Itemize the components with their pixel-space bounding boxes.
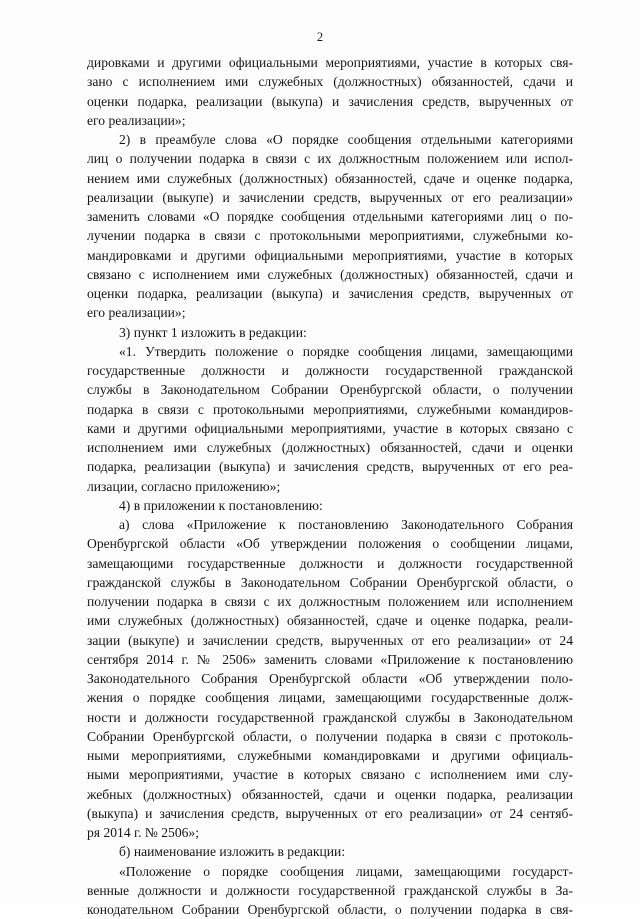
text-line: Собрании Оренбургской области, о получении подарка в связи с протоколь-: [87, 728, 573, 744]
text-line: замещающими государственные должности и должности государственной: [87, 555, 573, 571]
text-line: ими служебных (должностных) обязанностей, сдаче и оценке подарка, реали-: [87, 613, 573, 629]
document-body: [87, 53, 573, 919]
text-line: его реализации»;: [87, 112, 186, 128]
page-number: 2: [316, 30, 324, 44]
text-line: ными мероприятиями, участие в которых связано с исполнением ими слу-: [87, 767, 573, 783]
text-line: жебных (должностных) обязанностей, сдачи и оценки подарка, реализации: [87, 786, 573, 802]
text-line: его реализации»;: [87, 305, 186, 321]
text-line: лучении подарка в связи с протокольными мероприятиями, служебными ко-: [87, 228, 573, 244]
text-line: зано с исполнением ими служебных (должностных) обязанностей, сдачи и: [87, 74, 573, 90]
text-line: лизации, согласно приложению»;: [87, 478, 281, 494]
text-line: дировками и другими официальными мероприятиями, участие в которых свя-: [87, 55, 573, 70]
text-line: сентября 2014 г. № 2506» заменить словами «Приложение к постановлению: [87, 651, 573, 667]
text-line: подарка в связи с протокольными мероприятиями, служебными командиров-: [87, 401, 573, 417]
text-line: венные должности и должности государственной гражданской службы в За-: [87, 882, 573, 898]
text-line: государственные должности и должности государственной гражданской: [87, 363, 573, 378]
text-line: «1. Утвердить положение о порядке сообщения лицами, замещающими: [119, 343, 573, 359]
text-line: (выкупа) и зачисления средств, вырученных от его реализации» от 24 сентяб-: [87, 805, 573, 821]
text-line: ными мероприятиями, служебными командировками и другими официаль-: [87, 748, 573, 763]
text-line: гражданской службы в Законодательном Собрании Оренбургской области, о: [87, 574, 573, 590]
text-line: ря 2014 г. № 2506»;: [87, 825, 200, 840]
text-line: нением ими служебных (должностных) обязанностей, сдаче и оценке подарка,: [87, 170, 573, 186]
text-line: мандировками и другими официальными мероприятиями, участие в которых: [87, 247, 573, 263]
text-line: оценки подарка, реализации (выкупа) и зачисления средств, вырученных от: [87, 93, 573, 109]
text-line: службы в Законодательном Собрании Оренбургской области, о получении: [87, 382, 573, 398]
text-line: а) слова «Приложение к постановлению Законодательного Собрания: [119, 517, 573, 532]
text-line: исполнением ими служебных (должностных) обязанностей, сдачи и оценки: [87, 440, 573, 455]
text-line: Законодательного Собрания Оренбургской области «Об утверждении поло-: [87, 671, 573, 686]
text-line: ности и должности государственной гражданской службы в Законодательном: [87, 709, 573, 725]
text-line: оценки подарка, реализации (выкупа) и зачисления средств, вырученных от: [87, 286, 573, 301]
text-line: б) наименование изложить в редакции:: [119, 844, 346, 860]
text-line: ками и другими официальными мероприятиями, участие в которых связано с: [87, 420, 573, 436]
text-line: подарка, реализации (выкупа) и зачисления средств, вырученных от его реа-: [87, 459, 573, 475]
text-line: «Положение о порядке сообщения лицами, замещающими государст-: [119, 863, 573, 879]
text-line: 4) в приложении к постановлению:: [119, 497, 323, 513]
text-line: Оренбургской области «Об утверждении положения о сообщении лицами,: [87, 536, 573, 552]
text-line: зации (выкупе) и зачислении средств, вырученных от его реализации» от 24: [87, 632, 573, 648]
text-line: получении подарка в связи с их должностным положением или исполнением: [87, 594, 573, 609]
text-line: связано с исполнением ими служебных (должностных) обязанностей, сдачи и: [87, 266, 573, 282]
text-line: жения о порядке сообщения лицами, замещающими государственные долж-: [87, 690, 573, 706]
text-line: реализации (выкупе) и зачислении средств, вырученных от его реализации»: [87, 189, 573, 205]
text-line: заменить словами «О порядке сообщения отдельными категориями лиц о по-: [87, 209, 573, 224]
text-line: 2) в преамбуле слова «О порядке сообщения отдельными категориями: [119, 132, 573, 147]
text-line: лиц о получении подарка в связи с их должностным положением или испол-: [87, 151, 573, 167]
text-line: 3) пункт 1 изложить в редакции:: [119, 324, 307, 340]
text-line: конодательном Собрании Оренбургской области, о получении подарка в свя-: [87, 902, 573, 917]
